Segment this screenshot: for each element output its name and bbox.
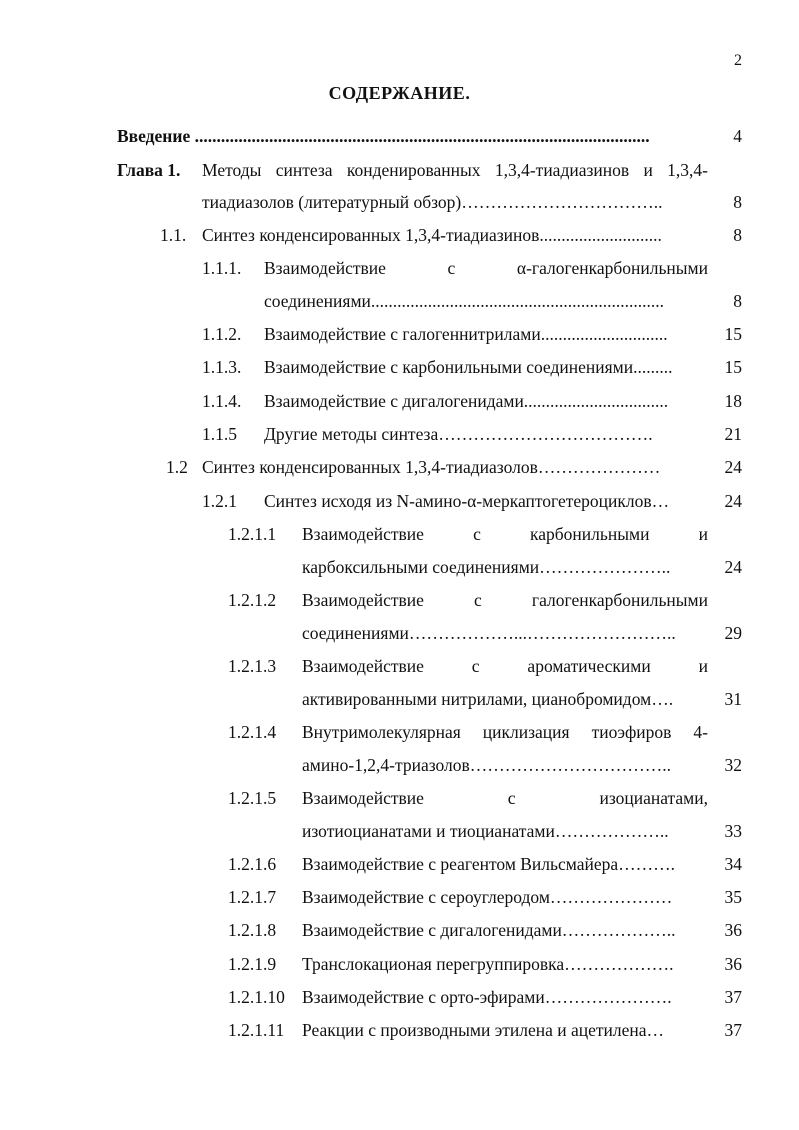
- toc-number: 1.2.1.7: [228, 887, 277, 907]
- toc-text: Взаимодействие с галогеннитрилами.............................: [264, 324, 668, 344]
- toc-text: Взаимодействие с дигалогенидами.................................: [264, 391, 669, 411]
- toc-number: 1.1.2.: [202, 324, 242, 344]
- toc-text: Введение ........................................................................................................: [117, 126, 650, 146]
- toc-page: 8: [733, 225, 742, 245]
- toc-page: 36: [724, 954, 742, 974]
- toc-page: 32: [724, 755, 742, 775]
- toc-text: Другие методы синтеза……………………………….: [264, 424, 653, 444]
- toc-text: Взаимодействие с реагентом Вильсмайера……….: [302, 854, 676, 874]
- toc-page: 24: [724, 491, 742, 511]
- toc-text-line1: Внутримолекулярная циклизация тиоэфиров 4-: [302, 722, 708, 742]
- toc-text-line1: Взаимодействие с ароматическими и: [302, 656, 708, 676]
- toc-text: Взаимодействие с карбонильными соединениями.........: [264, 357, 673, 377]
- toc-number: 1.2.1.8: [228, 920, 277, 940]
- toc-text-line2: активированными нитрилами, цианобромидом….: [302, 689, 674, 709]
- toc-text: Реакции с производными этилена и ацетилена…: [302, 1020, 665, 1040]
- toc-number: 1.1.: [160, 225, 187, 245]
- toc-text: Взаимодействие с сероуглеродом…………………: [302, 887, 673, 907]
- toc-page: 24: [724, 557, 742, 577]
- toc-number: 1.2.1.1: [228, 524, 277, 544]
- toc-number: Глава 1.: [117, 160, 181, 180]
- toc-number: 1.2.1.10: [228, 987, 285, 1007]
- toc-number: 1.1.4.: [202, 391, 242, 411]
- toc-page: 8: [733, 192, 742, 212]
- toc-text: Взаимодействие с орто-эфирами………………….: [302, 987, 672, 1007]
- toc-number: 1.2.1.4: [228, 722, 277, 742]
- page-number: 2: [734, 52, 742, 69]
- toc-text: Взаимодействие с дигалогенидами………………..: [302, 920, 676, 940]
- toc-page: 35: [724, 887, 742, 907]
- toc-number: 1.2.1.3: [228, 656, 277, 676]
- toc-text: Синтез конденсированных 1,3,4-тиадиазинов............................: [202, 225, 662, 245]
- toc-text-line2: амино-1,2,4-триазолов……………………………..: [302, 755, 672, 775]
- toc-number: 1.2.1: [202, 491, 237, 511]
- toc-number: 1.1.5: [202, 424, 237, 444]
- toc-text-line2: карбоксильными соединениями…………………..: [302, 557, 671, 577]
- toc-page: 37: [724, 987, 742, 1007]
- toc-text-line2: тиадиазолов (литературный обзор)……………………………..: [202, 192, 663, 212]
- toc-page: 31: [724, 689, 742, 709]
- toc-number: 1.2.1.9: [228, 954, 277, 974]
- toc-page: 34: [724, 854, 742, 874]
- toc-number: 1.2: [166, 457, 188, 477]
- toc-text-line2: изотиоцианатами и тиоцианатами………………..: [302, 821, 669, 841]
- toc-number: 1.1.3.: [202, 357, 242, 377]
- toc-text-line1: Взаимодействие с галогенкарбонильными: [302, 590, 708, 610]
- toc-page: 15: [724, 357, 742, 377]
- toc-number: 1.2.1.5: [228, 788, 277, 808]
- toc-number: 1.2.1.11: [228, 1020, 285, 1040]
- toc-page: 18: [724, 391, 742, 411]
- toc-text-line1: Взаимодействие с карбонильными и: [302, 524, 708, 544]
- page-title: СОДЕРЖАНИЕ.: [328, 83, 471, 103]
- toc-page: 24: [724, 457, 742, 477]
- toc-text-line2: соединениями………………...……………………..: [302, 623, 676, 643]
- toc-text-line1: Взаимодействие с α-галогенкарбонильными: [264, 258, 708, 278]
- toc-page: 21: [724, 424, 742, 444]
- toc-text-line1: Методы синтеза конденированных 1,3,4-тиадиазинов и 1,3,4-: [202, 160, 708, 180]
- toc-text: Транслокационая перегруппировка……………….: [302, 954, 674, 974]
- toc-text-line2: соединениями...................................................................: [264, 291, 665, 311]
- toc-text-line1: Взаимодействие с изоцианатами,: [302, 788, 708, 808]
- toc-text: Синтез конденсированных 1,3,4-тиадиазолов…………………: [202, 457, 661, 477]
- toc-number: 1.2.1.2: [228, 590, 277, 610]
- toc-number: 1.2.1.6: [228, 854, 277, 874]
- toc-text: Синтез исходя из N-амино-α-меркаптогетероциклов…: [264, 491, 670, 511]
- toc-page: 4: [733, 126, 742, 146]
- toc-page: 8: [733, 291, 742, 311]
- toc-page: 37: [724, 1020, 742, 1040]
- toc-page: 29: [724, 623, 742, 643]
- toc-page: 33: [724, 821, 742, 841]
- toc-page: 36: [724, 920, 742, 940]
- toc-number: 1.1.1.: [202, 258, 242, 278]
- toc-page: 15: [724, 324, 742, 344]
